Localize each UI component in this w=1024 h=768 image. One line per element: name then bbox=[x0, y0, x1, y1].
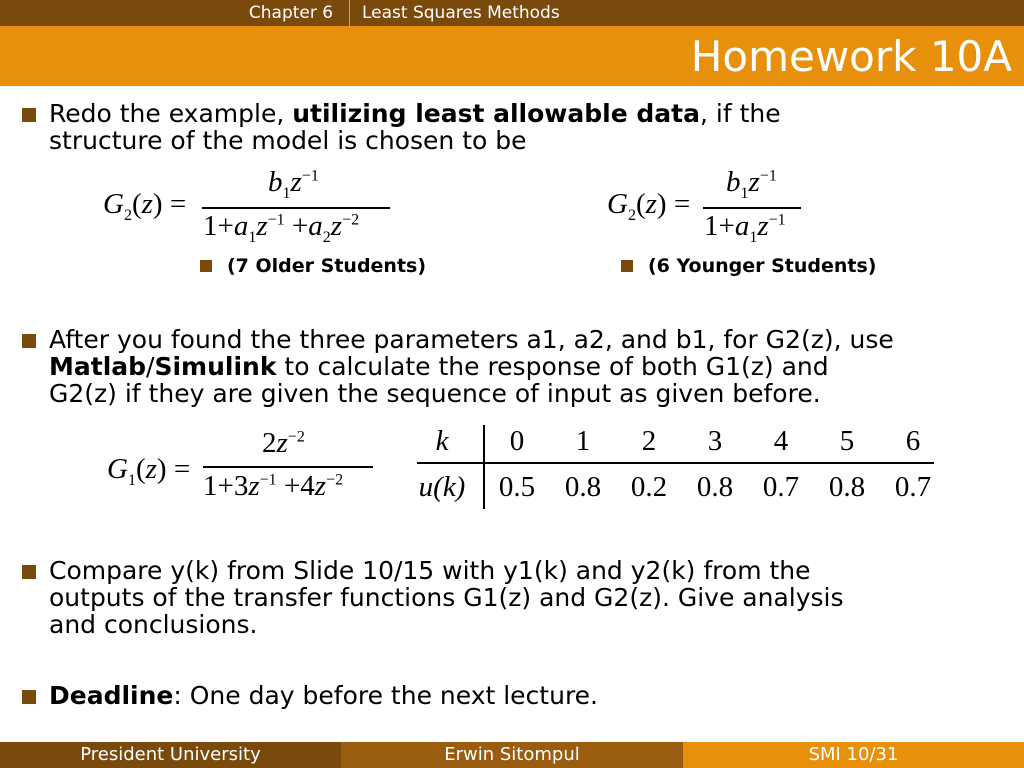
eq-g1-fraction-line bbox=[203, 466, 373, 468]
table-u-cell: 0.7 bbox=[762, 471, 800, 503]
bullet-square-icon bbox=[22, 690, 36, 704]
table-u-cell: 0.2 bbox=[630, 471, 668, 503]
footer-left: President University bbox=[0, 742, 341, 768]
chapter-label: Chapter 6 bbox=[233, 0, 350, 26]
simulink-label: Simulink bbox=[154, 352, 277, 381]
table-k-cell: 3 bbox=[707, 425, 723, 457]
bullet-square-icon bbox=[22, 334, 36, 348]
table-horizontal-rule bbox=[417, 462, 934, 464]
bullet-square-icon bbox=[22, 108, 36, 122]
eq-left-numerator: $b_1z^{-1}$ bbox=[268, 166, 319, 202]
table-u-cell: 0.7 bbox=[894, 471, 932, 503]
bullet2-line2-rest: to calculate the response of both G1(z) and bbox=[276, 352, 829, 381]
eq-right-numerator: $b_1z^{-1}$ bbox=[726, 166, 777, 202]
bullet1-text-b: , if the bbox=[699, 99, 781, 128]
bullet2-line2 bbox=[49, 353, 829, 380]
table-row-label-u: u(k) bbox=[418, 471, 466, 503]
sub-bullet-icon bbox=[621, 260, 633, 272]
older-students-label: (7 Older Students) bbox=[227, 255, 427, 277]
matlab-label: Matlab bbox=[49, 352, 147, 381]
table-k-cell: 5 bbox=[839, 425, 855, 457]
bullet1-text-a: Redo the example, bbox=[49, 99, 293, 128]
section-label: Least Squares Methods bbox=[362, 3, 560, 23]
bullet3-line3: and conclusions. bbox=[49, 610, 258, 639]
sub-bullet-icon bbox=[200, 260, 212, 272]
eq-right-denominator: $1+a_1z^{-1}$ bbox=[704, 210, 786, 246]
title-bar bbox=[0, 26, 1024, 86]
deadline-label: Deadline bbox=[49, 681, 174, 710]
footer-bar bbox=[0, 742, 1024, 768]
bullet4-line bbox=[49, 682, 598, 709]
table-u-cell: 0.5 bbox=[498, 471, 536, 503]
eq-left-denominator: $1+a_1z^{-1} +a_2z^{-2}$ bbox=[203, 210, 360, 246]
deadline-text: : One day before the next lecture. bbox=[173, 681, 599, 710]
footer-right: SMI 10/31 bbox=[683, 742, 1024, 768]
table-u-cell: 0.8 bbox=[828, 471, 866, 503]
slide-title: Homework 10A bbox=[690, 32, 1012, 81]
bullet1-line2: structure of the model is chosen to be bbox=[49, 126, 527, 155]
table-vertical-rule bbox=[483, 425, 485, 509]
eq-right-lhs: $G_2(z)$ = bbox=[607, 188, 691, 224]
table-u-cell: 0.8 bbox=[696, 471, 734, 503]
bullet2-line1: After you found the three parameters a1, a2, and b1, for G2(z), use bbox=[49, 325, 894, 354]
table-u-cell: 0.8 bbox=[564, 471, 602, 503]
table-k-cell: 6 bbox=[905, 425, 921, 457]
eq-g1-denominator: $1+3z^{-1} +4z^{-2}$ bbox=[203, 470, 344, 502]
bullet1-line1 bbox=[49, 100, 781, 127]
eq-g1-lhs: $G_1(z)$ = bbox=[107, 453, 191, 489]
eq-left-lhs: $G_2(z)$ = bbox=[103, 188, 187, 224]
bullet-square-icon bbox=[22, 565, 36, 579]
eq-right-fraction-line bbox=[703, 207, 801, 209]
younger-students-label: (6 Younger Students) bbox=[648, 255, 877, 277]
eq-left-fraction-line bbox=[202, 207, 390, 209]
eq-g1-numerator: $2z^{-2}$ bbox=[262, 427, 305, 459]
table-header-k: k bbox=[435, 425, 449, 457]
slash: / bbox=[146, 352, 155, 381]
bullet1-text-bold: utilizing least allowable data bbox=[292, 99, 700, 128]
table-k-cell: 0 bbox=[509, 425, 525, 457]
footer-center: Erwin Sitompul bbox=[341, 742, 683, 768]
bullet2-line3: G2(z) if they are given the sequence of input as given before. bbox=[49, 379, 821, 408]
table-k-cell: 2 bbox=[641, 425, 657, 457]
table-k-cell: 1 bbox=[575, 425, 591, 457]
top-bar bbox=[0, 0, 1024, 26]
bullet3-line1: Compare y(k) from Slide 10/15 with y1(k) and y2(k) from the bbox=[49, 556, 811, 585]
table-k-cell: 4 bbox=[773, 425, 789, 457]
bullet3-line2: outputs of the transfer functions G1(z) and G2(z). Give analysis bbox=[49, 583, 844, 612]
